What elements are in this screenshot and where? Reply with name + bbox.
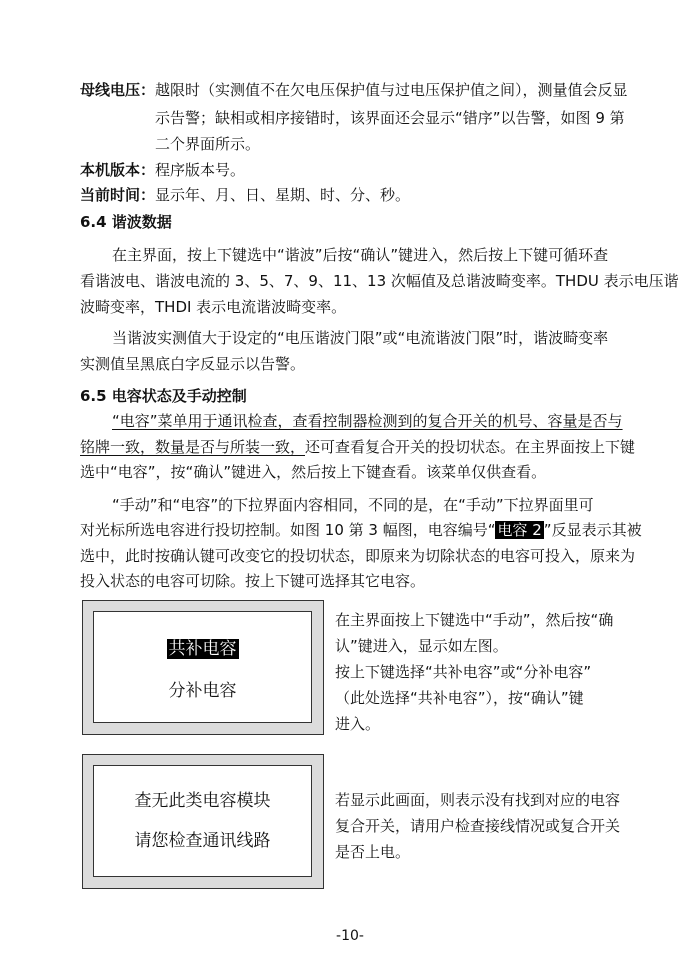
lcd-screen-2 [93, 765, 312, 877]
lcd-screen-1-row-2 [94, 678, 311, 704]
lcd-screen-2-line-1: 查无此类电容模块 [134, 791, 271, 811]
capacitor-para1-line-2-rest: 还可查看复合开关的投切状态。在主界面按上下键 [305, 438, 636, 456]
harmonic-para1-line-2: 看谐波电、谐波电流的 3、5、7、9、11、13 次幅值及总谐波畸变率。THDU 表示电压谐 [80, 272, 679, 290]
lcd-screen-2-frame [82, 754, 324, 889]
capacitor-para2-line-1: “手动”和“电容”的下拉界面内容相同，不同的是，在“手动”下拉界面里可 [112, 496, 594, 514]
capacitor-2-highlight: 电容 2 [497, 521, 542, 539]
lcd-screen-1 [93, 611, 312, 723]
screen1-caption-line-2: 认”键进入，显示如左图。 [335, 637, 508, 655]
section-capacitor-heading: 6.5 电容状态及手动控制 [80, 387, 247, 405]
menu-item-common-capacitor[interactable]: 共补电容 [168, 639, 237, 659]
bus-voltage-label: 母线电压： [80, 81, 156, 99]
capacitor-para1-line-2 [80, 437, 635, 457]
capacitor-para2-line-2-before: 对光标所选电容进行投切控制。如图 10 第 3 幅图，电容编号“ [80, 521, 496, 539]
capacitor-para2-line-2-after: ”反显表示其被 [543, 521, 642, 539]
screen2-caption-line-3: 是否上电。 [335, 843, 411, 861]
current-time-label: 当前时间： [80, 186, 156, 204]
screen1-caption-line-1: 在主界面按上下键选中“手动”，然后按“确 [335, 611, 614, 629]
harmonic-para2-line-2: 实测值呈黑底白字反显示以告警。 [80, 355, 306, 373]
bus-voltage-line-2: 示告警；缺相或相序接错时，该界面还会显示“错序”以告警，如图 9 第 [155, 109, 625, 127]
firmware-text: 程序版本号。 [155, 161, 246, 179]
lcd-screen-1-frame [82, 600, 324, 735]
firmware-label: 本机版本： [80, 161, 156, 179]
capacitor-para1-line-3: 选中“电容”，按“确认”键进入，然后按上下键查看。该菜单仅供查看。 [80, 463, 547, 481]
capacitor-para2-line-3: 选中，此时按确认键可改变它的投切状态，即原来为切除状态的电容可投入，原来为 [80, 547, 636, 565]
current-time-text: 显示年、月、日、星期、时、分、秒。 [155, 186, 411, 204]
screen1-caption-line-4: （此处选择“共补电容”），按“确认”键 [335, 689, 584, 707]
capacitor-para2-line-4: 投入状态的电容可切除。按上下键可选择其它电容。 [80, 572, 426, 590]
screen1-caption-line-5: 进入。 [335, 715, 381, 733]
bus-voltage-line-1: 越限时（实测值不在欠电压保护值与过电压保护值之间），测量值会反显 [155, 81, 628, 99]
harmonic-para2-line-1: 当谐波实测值大于设定的“电压谐波门限”或“电流谐波门限”时，谐波畸变率 [112, 329, 609, 347]
capacitor-para1-line-2-underlined: 铭牌一致，数量是否与所装一致， [80, 438, 306, 456]
bus-voltage-line-3: 二个界面所示。 [155, 135, 261, 153]
screen2-caption-line-2: 复合开关，请用户检查接线情况或复合开关 [335, 817, 621, 835]
screen1-caption-line-3: 按上下键选择“共补电容”或“分补电容” [335, 663, 592, 681]
harmonic-para1-line-1: 在主界面，按上下键选中“谐波”后按“确认”键进入，然后按上下键可循环查 [112, 246, 609, 264]
capacitor-para1-line-1: “电容”菜单用于通讯检查，查看控制器检测到的复合开关的机号、容量是否与 [112, 412, 623, 430]
capacitor-para2-line-2 [80, 520, 642, 540]
page-number: -10- [336, 928, 364, 944]
menu-item-split-capacitor[interactable]: 分补电容 [168, 681, 237, 701]
screen2-caption-line-1: 若显示此画面，则表示没有找到对应的电容 [335, 791, 621, 809]
lcd-screen-1-row-1 [94, 636, 311, 662]
section-harmonic-heading: 6.4 谐波数据 [80, 213, 172, 231]
harmonic-para1-line-3: 波畸变率，THDI 表示电流谐波畸变率。 [80, 298, 347, 316]
lcd-screen-2-line-2: 请您检查通讯线路 [134, 831, 271, 851]
